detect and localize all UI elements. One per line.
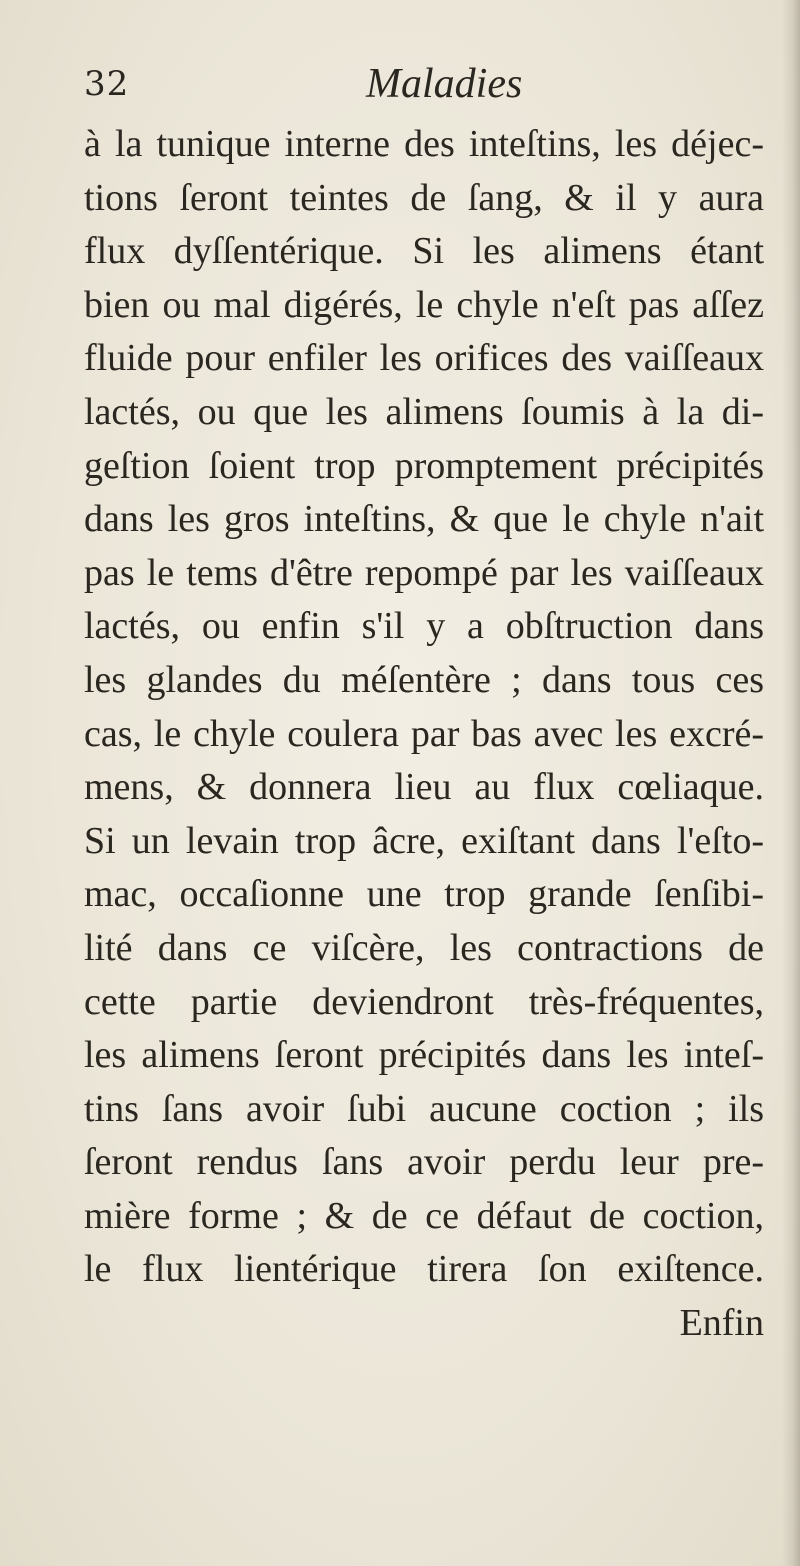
text-line: lactés, ou que les alimens ſoumis à la di- [84,390,764,433]
text-line: dans les gros inteſtins, & que le chyle n'ait [84,498,764,541]
page-number: 32 [84,64,130,104]
text-line: tions ſeront teintes de ſang, & il y aura [84,176,764,219]
text-line: bien ou mal digérés, le chyle n'eſt pas aſſez [84,283,764,326]
text-line: à la tunique interne des inteſtins, les déjec- [84,123,764,165]
text-line: le flux lientérique tirera ſon exiſtence. [84,1248,764,1291]
text-line: geſtion ſoient trop promptement précipités [84,444,764,487]
body-text [84,118,764,1351]
page-spine-shadow [782,0,800,1566]
text-line: mière forme ; & de ce défaut de coction, [84,1194,764,1237]
text-line: mens, & donnera lieu au flux cœliaque. [84,766,764,809]
text-line: les glandes du méſentère ; dans tous ces [84,658,764,701]
text-line: pas le tems d'être repompé par les vaiſſeaux [84,551,764,594]
text-line: les alimens ſeront précipités dans les inteſ- [84,1034,764,1077]
text-line: mac, occaſionne une trop grande ſenſibi- [84,873,764,916]
text-line: Si un levain trop âcre, exiſtant dans l'eſto- [84,819,764,862]
text-line: cas, le chyle coulera par bas avec les excré- [84,712,764,755]
text-line: cette partie deviendront très-fréquentes, [84,980,764,1023]
text-line: fluide pour enfiler les orifices des vaiſſeaux [84,337,764,380]
catchword: Enfin [679,1302,764,1345]
page-header [84,60,764,110]
running-title: Maladies [366,61,523,107]
text-line: lactés, ou enfin s'il y a obſtruction dans [84,605,764,648]
text-line: tins ſans avoir ſubi aucune coction ; ils [84,1087,764,1130]
text-line: lité dans ce viſcère, les contractions de [84,926,764,969]
text-line: flux dyſſentérique. Si les alimens étant [84,230,764,273]
text-line: ſeront rendus ſans avoir perdu leur pre- [84,1141,764,1184]
